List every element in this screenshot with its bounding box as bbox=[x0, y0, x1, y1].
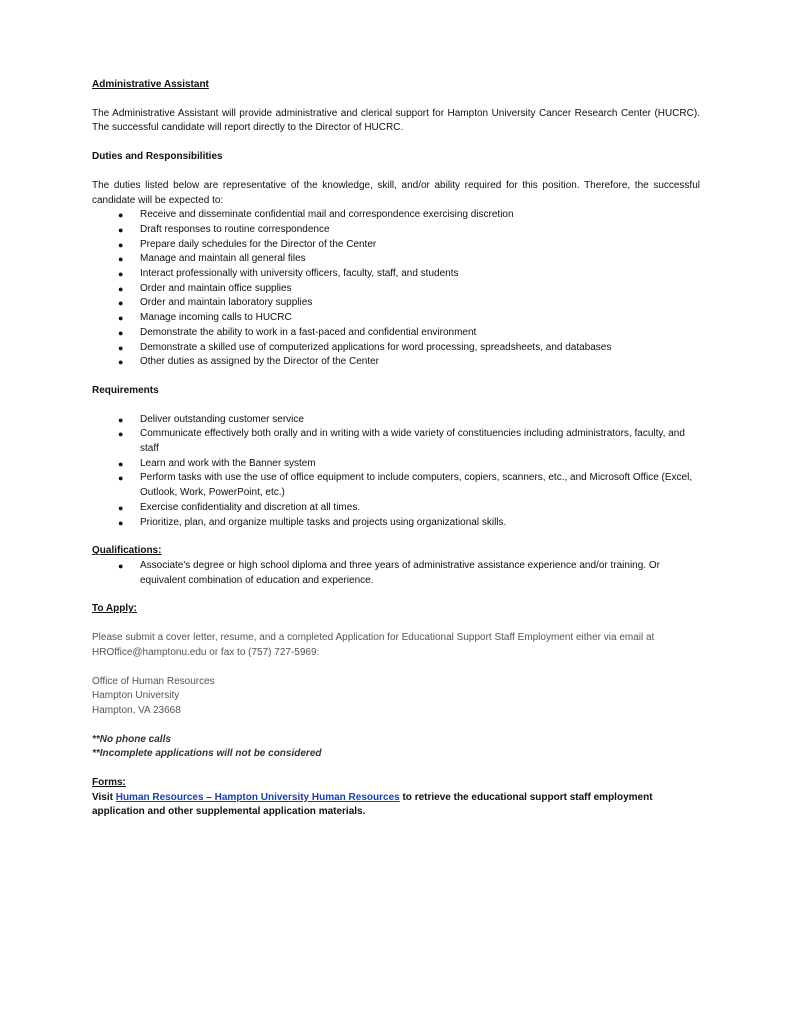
bullet-icon: ● bbox=[118, 254, 124, 265]
list-item: ● Order and maintain laboratory supplies bbox=[92, 296, 700, 311]
list-item: ● Deliver outstanding customer service bbox=[92, 413, 700, 428]
qualifications-list bbox=[92, 559, 700, 588]
forms-paragraph: Visit Human Resources – Hampton University Human Resources to retrieve the educational support staff employment application and other supplemental application materials. bbox=[92, 791, 653, 818]
duties-heading: Duties and Responsibilities bbox=[92, 151, 223, 163]
human-resources-link[interactable]: Human Resources – Hampton University Human Resources bbox=[115, 791, 400, 803]
apply-heading: To Apply: bbox=[92, 603, 137, 615]
address-line: Hampton, VA 23668 bbox=[92, 704, 181, 716]
list-item: ● Interact professionally with university officers, faculty, staff, and students bbox=[92, 267, 700, 282]
qualifications-heading: Qualifications: bbox=[92, 545, 162, 557]
bullet-icon: ● bbox=[118, 357, 124, 368]
bullet-icon: ● bbox=[118, 327, 124, 338]
list-item: ● Exercise confidentiality and discretion at all times. bbox=[92, 501, 700, 516]
list-item: ● Order and maintain office supplies bbox=[92, 282, 700, 297]
list-item: ● Associate's degree or high school diploma and three years of administrative assistance experience and/or training. Or equivalent combination of education and experience. bbox=[118, 559, 660, 586]
bullet-icon: ● bbox=[118, 313, 124, 324]
list-item: ● Manage and maintain all general files bbox=[92, 252, 700, 267]
requirements-heading: Requirements bbox=[92, 384, 159, 396]
forms-heading: Forms: bbox=[92, 777, 126, 789]
list-item: ● Demonstrate a skilled use of computerized applications for word processing, spreadsheets, and databases bbox=[92, 341, 700, 356]
address-line: Office of Human Resources bbox=[92, 675, 215, 687]
bullet-icon: ● bbox=[118, 560, 124, 571]
intro-paragraph: The Administrative Assistant will provide administrative and clerical support for Hampton University Cancer Research Center (HUCRC). The successful candidate will report directly to the Director of HUCRC. bbox=[92, 107, 700, 134]
list-item: ● Other duties as assigned by the Director of the Center bbox=[92, 355, 700, 370]
list-item: ● Manage incoming calls to HUCRC bbox=[92, 311, 700, 326]
duties-list bbox=[92, 208, 700, 370]
list-item: ● Learn and work with the Banner system bbox=[92, 457, 700, 472]
note-no-phone: **No phone calls bbox=[92, 733, 171, 745]
list-item: ● Perform tasks with use the use of office equipment to include computers, copiers, scanners, etc., and Microsoft Office (Excel, Outlook, Work, PowerPoint, etc.) bbox=[118, 472, 693, 499]
list-item: ● Demonstrate the ability to work in a fast-paced and confidential environment bbox=[92, 326, 700, 341]
bullet-icon: ● bbox=[118, 429, 124, 440]
note-incomplete: **Incomplete applications will not be considered bbox=[92, 748, 322, 760]
list-item: ● Prepare daily schedules for the Director of the Center bbox=[92, 238, 700, 253]
list-item: ● Communicate effectively both orally and in writing with a wide variety of constituencies including administrators, faculty, and staff bbox=[118, 428, 685, 455]
bullet-icon: ● bbox=[118, 473, 124, 484]
bullet-icon: ● bbox=[118, 269, 124, 280]
address-line: Hampton University bbox=[92, 690, 180, 702]
bullet-icon: ● bbox=[118, 239, 124, 250]
requirements-list bbox=[92, 413, 700, 531]
bullet-icon: ● bbox=[118, 458, 124, 469]
bullet-icon: ● bbox=[118, 224, 124, 235]
list-item: ● Draft responses to routine correspondence bbox=[92, 223, 700, 238]
bullet-icon: ● bbox=[118, 210, 124, 221]
list-item: ● Prioritize, plan, and organize multiple tasks and projects using organizational skills. bbox=[92, 516, 700, 531]
apply-paragraph: Please submit a cover letter, resume, and a completed Application for Educational Support Staff Employment either via email at HROffice@hamptonu.edu or fax to (757) 727-5969: bbox=[92, 632, 655, 658]
bullet-icon: ● bbox=[118, 414, 124, 425]
duties-lead: The duties listed below are representative of the knowledge, skill, and/or ability required for this position. Therefore, the successful candidate will be expected to: bbox=[92, 179, 700, 206]
document-page bbox=[92, 78, 700, 820]
page-title: Administrative Assistant bbox=[92, 79, 209, 90]
bullet-icon: ● bbox=[118, 298, 124, 309]
bullet-icon: ● bbox=[118, 502, 124, 513]
bullet-icon: ● bbox=[118, 283, 124, 294]
bullet-icon: ● bbox=[118, 517, 124, 528]
list-item: ● Receive and disseminate confidential mail and correspondence exercising discretion bbox=[92, 208, 700, 223]
bullet-icon: ● bbox=[118, 342, 124, 353]
